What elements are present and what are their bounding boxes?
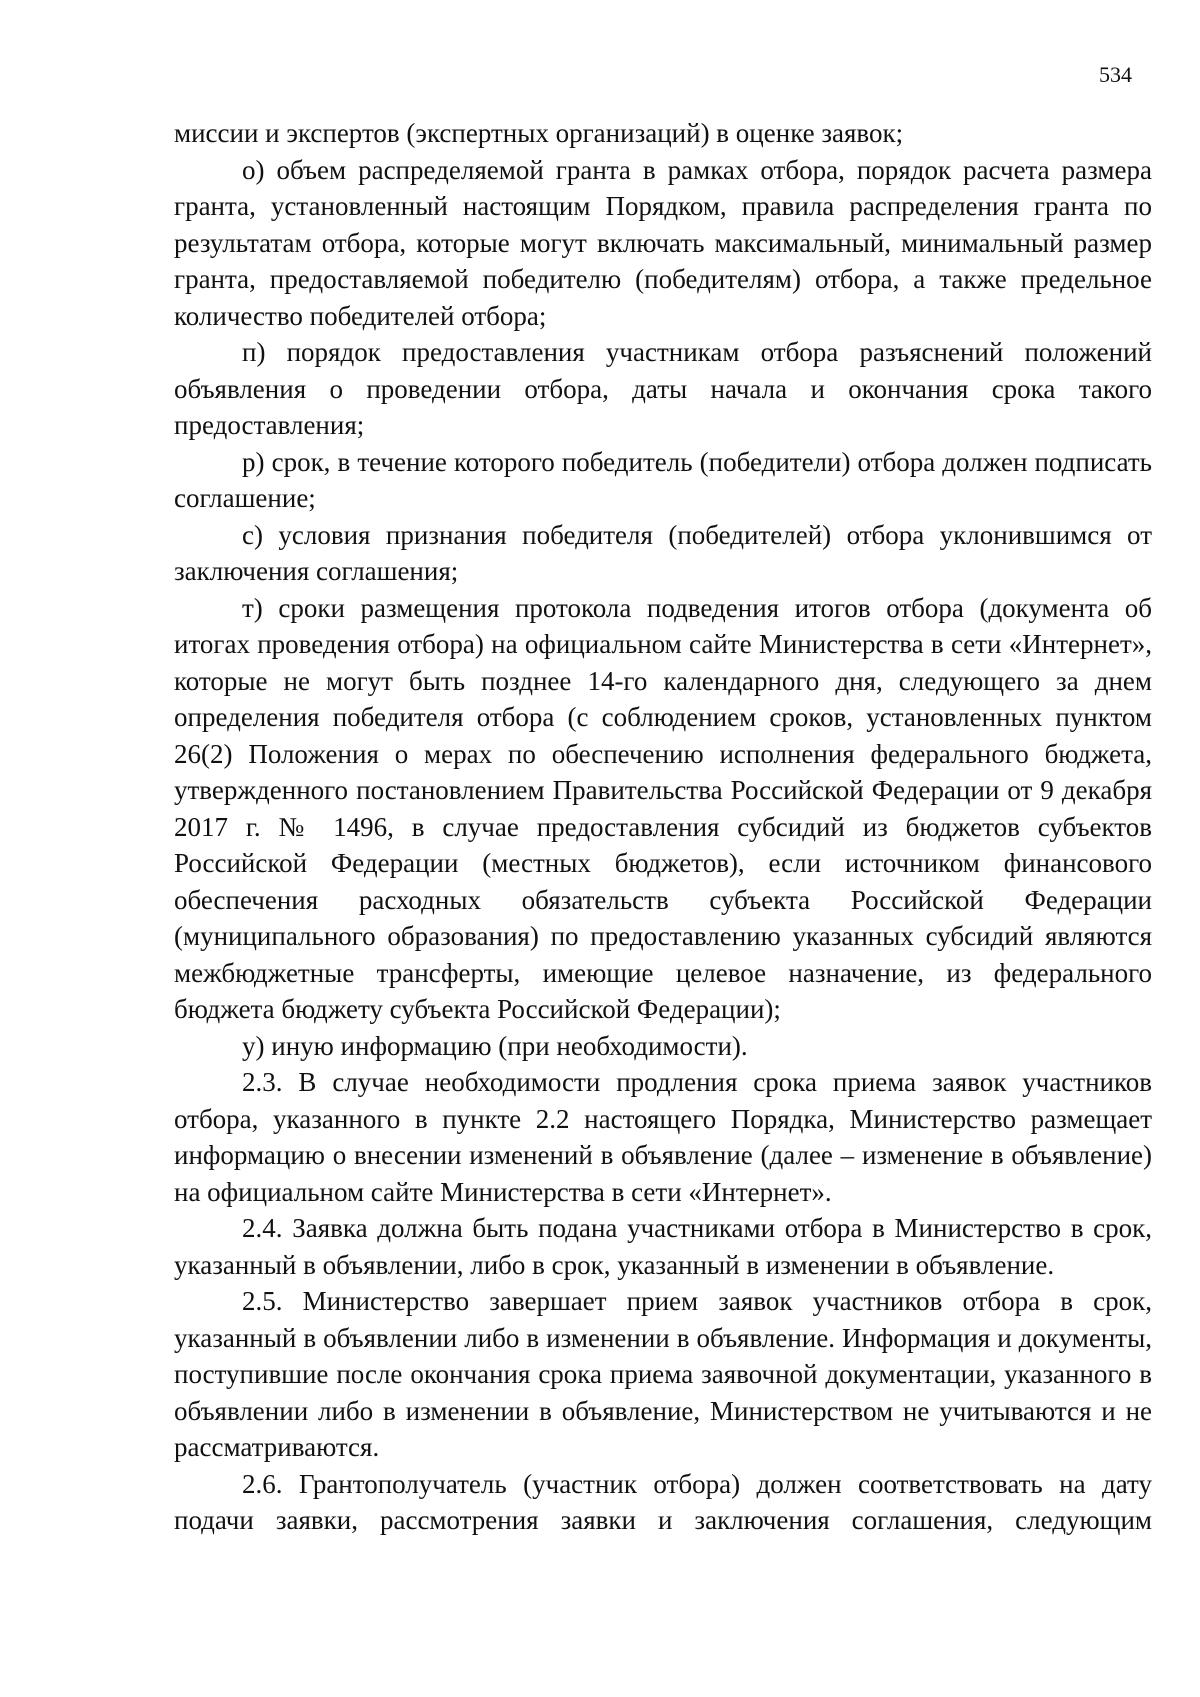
paragraph-item-t: т) сроки размещения протокола подведения итогов отбора (документа об итогах проведения отбора) на официальном сайте Министерства в сети «Интернет», которые не могут быть позднее 14-го календарного дня, следующего за днем определения победителя отбора (с соблюдением сроков, установленных пунктом 26(2) Положения о мерах по обеспечению исполнения федерального бюджета, утвержденного постановлением Правительства Российской Федерации от 9 декабря 2017 г. № 1496, в случае предоставления субсидий из бюджетов субъектов Российской Федерации (местных бюджетов), если источником финансового обеспечения расходных обязательств субъекта Российской Федерации (муниципального образования) по предоставлению указанных субсидий являются межбюджетные трансферты, имеющие целевое назначение, из федерального бюджета бюджету субъекта Российской Федерации); [174, 592, 1152, 1024]
paragraph-continuation: миссии и экспертов (экспертных организаций) в оценке заявок; [174, 118, 904, 148]
paragraph-2-4: 2.4. Заявка должна быть подана участниками отбора в Министерство в срок, указанный в объявлении, либо в срок, указанный в изменении в объявление. [174, 1213, 1152, 1280]
paragraph-item-u: у) иную информацию (при необходимости). [242, 1030, 748, 1061]
paragraph-item-r: р) срок, в течение которого победитель (победители) отбора должен подписать соглашение; [174, 446, 1152, 513]
paragraph-item-p: п) порядок предоставления участникам отбора разъяснений положений объявления о проведении отбора, даты начала и окончания срока такого предоставления; [174, 337, 1152, 440]
page-number: 534 [1099, 62, 1132, 87]
document-body [174, 115, 1152, 1539]
paragraph-2-6: 2.6. Грантополучатель (участник отбора) должен соответствовать на дату подачи заявки, рассмотрения заявки и заключения соглашения, следующим [174, 1468, 1152, 1535]
paragraph-2-5: 2.5. Министерство завершает прием заявок участников отбора в срок, указанный в объявлении либо в изменении в объявление. Информация и документы, поступившие после окончания срока приема заявочной документации, указанного в объявлении либо в изменении в объявление, Министерством не учитываются и не рассматриваются. [174, 1286, 1152, 1462]
paragraph-item-o: о) объем распределяемой гранта в рамках отбора, порядок расчета размера гранта, установленный настоящим Порядком, правила распределения гранта по результатам отбора, которые могут включать максимальный, минимальный размер гранта, предоставляемой победителю (победителям) отбора, а также предельное количество победителей отбора; [174, 154, 1152, 331]
paragraph-item-s: с) условия признания победителя (победителей) отбора уклонившимся от заключения соглашения; [174, 519, 1152, 586]
paragraph-2-3: 2.3. В случае необходимости продления срока приема заявок участников отбора, указанного в пункте 2.2 настоящего Порядка, Министерство размещает информацию о внесении изменений в объявление (далее – изменение в объявление) на официальном сайте Министерства в сети «Интернет». [174, 1067, 1152, 1207]
